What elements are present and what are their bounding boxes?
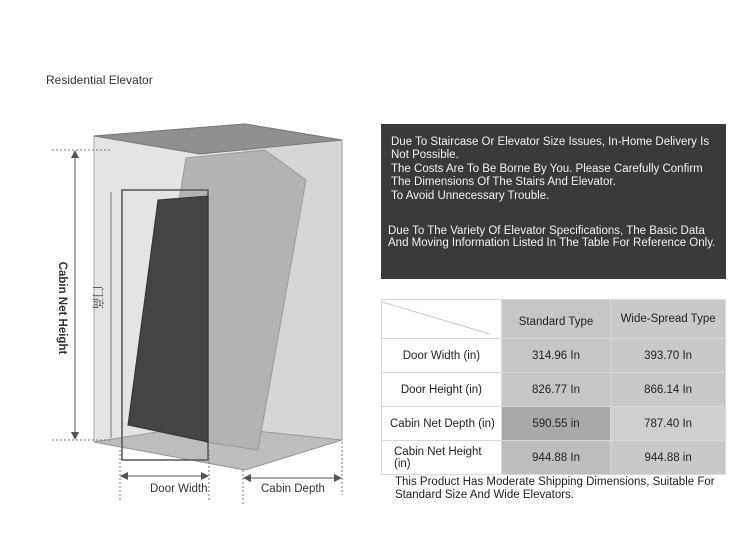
elevator-spec-table xyxy=(381,299,726,475)
row-label-cabin-net-depth: Cabin Net Depth (in) xyxy=(382,407,502,441)
row-label-door-height: Door Height (in) xyxy=(382,373,502,407)
table-corner-cell xyxy=(382,300,502,339)
table-row xyxy=(382,407,726,441)
delivery-notice xyxy=(381,124,726,279)
height-arrow-top xyxy=(71,150,79,158)
row-label-door-width: Door Width (in) xyxy=(382,339,502,373)
cell-standard-door-width: 314.96 In xyxy=(501,339,610,373)
cell-wide-door-height: 866.14 In xyxy=(611,373,726,407)
door-height-label: 门高 xyxy=(91,286,103,309)
notice-paragraph-3: To Avoid Unnecessary Trouble. xyxy=(391,190,550,202)
table-row xyxy=(382,441,726,475)
width-arrow-left xyxy=(120,472,128,480)
header-standard-type: Standard Type xyxy=(501,300,610,339)
header-wide-spread-type: Wide-Spread Type xyxy=(611,300,726,339)
cabin-depth-label: Cabin Depth xyxy=(261,483,325,495)
table-row xyxy=(382,339,726,373)
door-width-label: Door Width xyxy=(150,483,208,495)
notice-paragraph-1: Due To Staircase Or Elevator Size Issues, In-Home Delivery Is Not Possible. xyxy=(391,136,710,161)
row-label-cabin-net-height: Cabin Net Height (in) xyxy=(382,441,502,475)
cell-wide-door-width: 393.70 In xyxy=(611,339,726,373)
table-row xyxy=(382,373,726,407)
width-arrow-right xyxy=(201,472,209,480)
table-header-row xyxy=(382,300,726,339)
notice-paragraph-2: The Costs Are To Be Borne By You. Please Carefully Confirm The Dimensions Of The Stairs And Elevator. xyxy=(391,163,703,188)
diagonal-divider xyxy=(382,302,490,334)
depth-arrow-right xyxy=(334,474,342,482)
height-arrow-bottom xyxy=(71,432,79,440)
cell-standard-cabin-depth: 590.55 in xyxy=(501,407,610,441)
notice-paragraph-4: Due To The Variety Of Elevator Specifications, The Basic Data And Moving Information Listed In The Table For Reference Only. xyxy=(388,224,716,249)
cell-wide-cabin-depth: 787.40 In xyxy=(611,407,726,441)
shipping-note: This Product Has Moderate Shipping Dimensions, Suitable For Standard Size And Wide Elevators. xyxy=(395,476,715,501)
cell-standard-cabin-height: 944.88 In xyxy=(501,441,610,475)
page-title: Residential Elevator xyxy=(46,73,153,87)
cabin-net-height-label: Cabin Net Height xyxy=(56,261,68,355)
depth-arrow-left xyxy=(243,474,251,482)
cell-standard-door-height: 826.77 In xyxy=(501,373,610,407)
cell-wide-cabin-height: 944.88 in xyxy=(611,441,726,475)
